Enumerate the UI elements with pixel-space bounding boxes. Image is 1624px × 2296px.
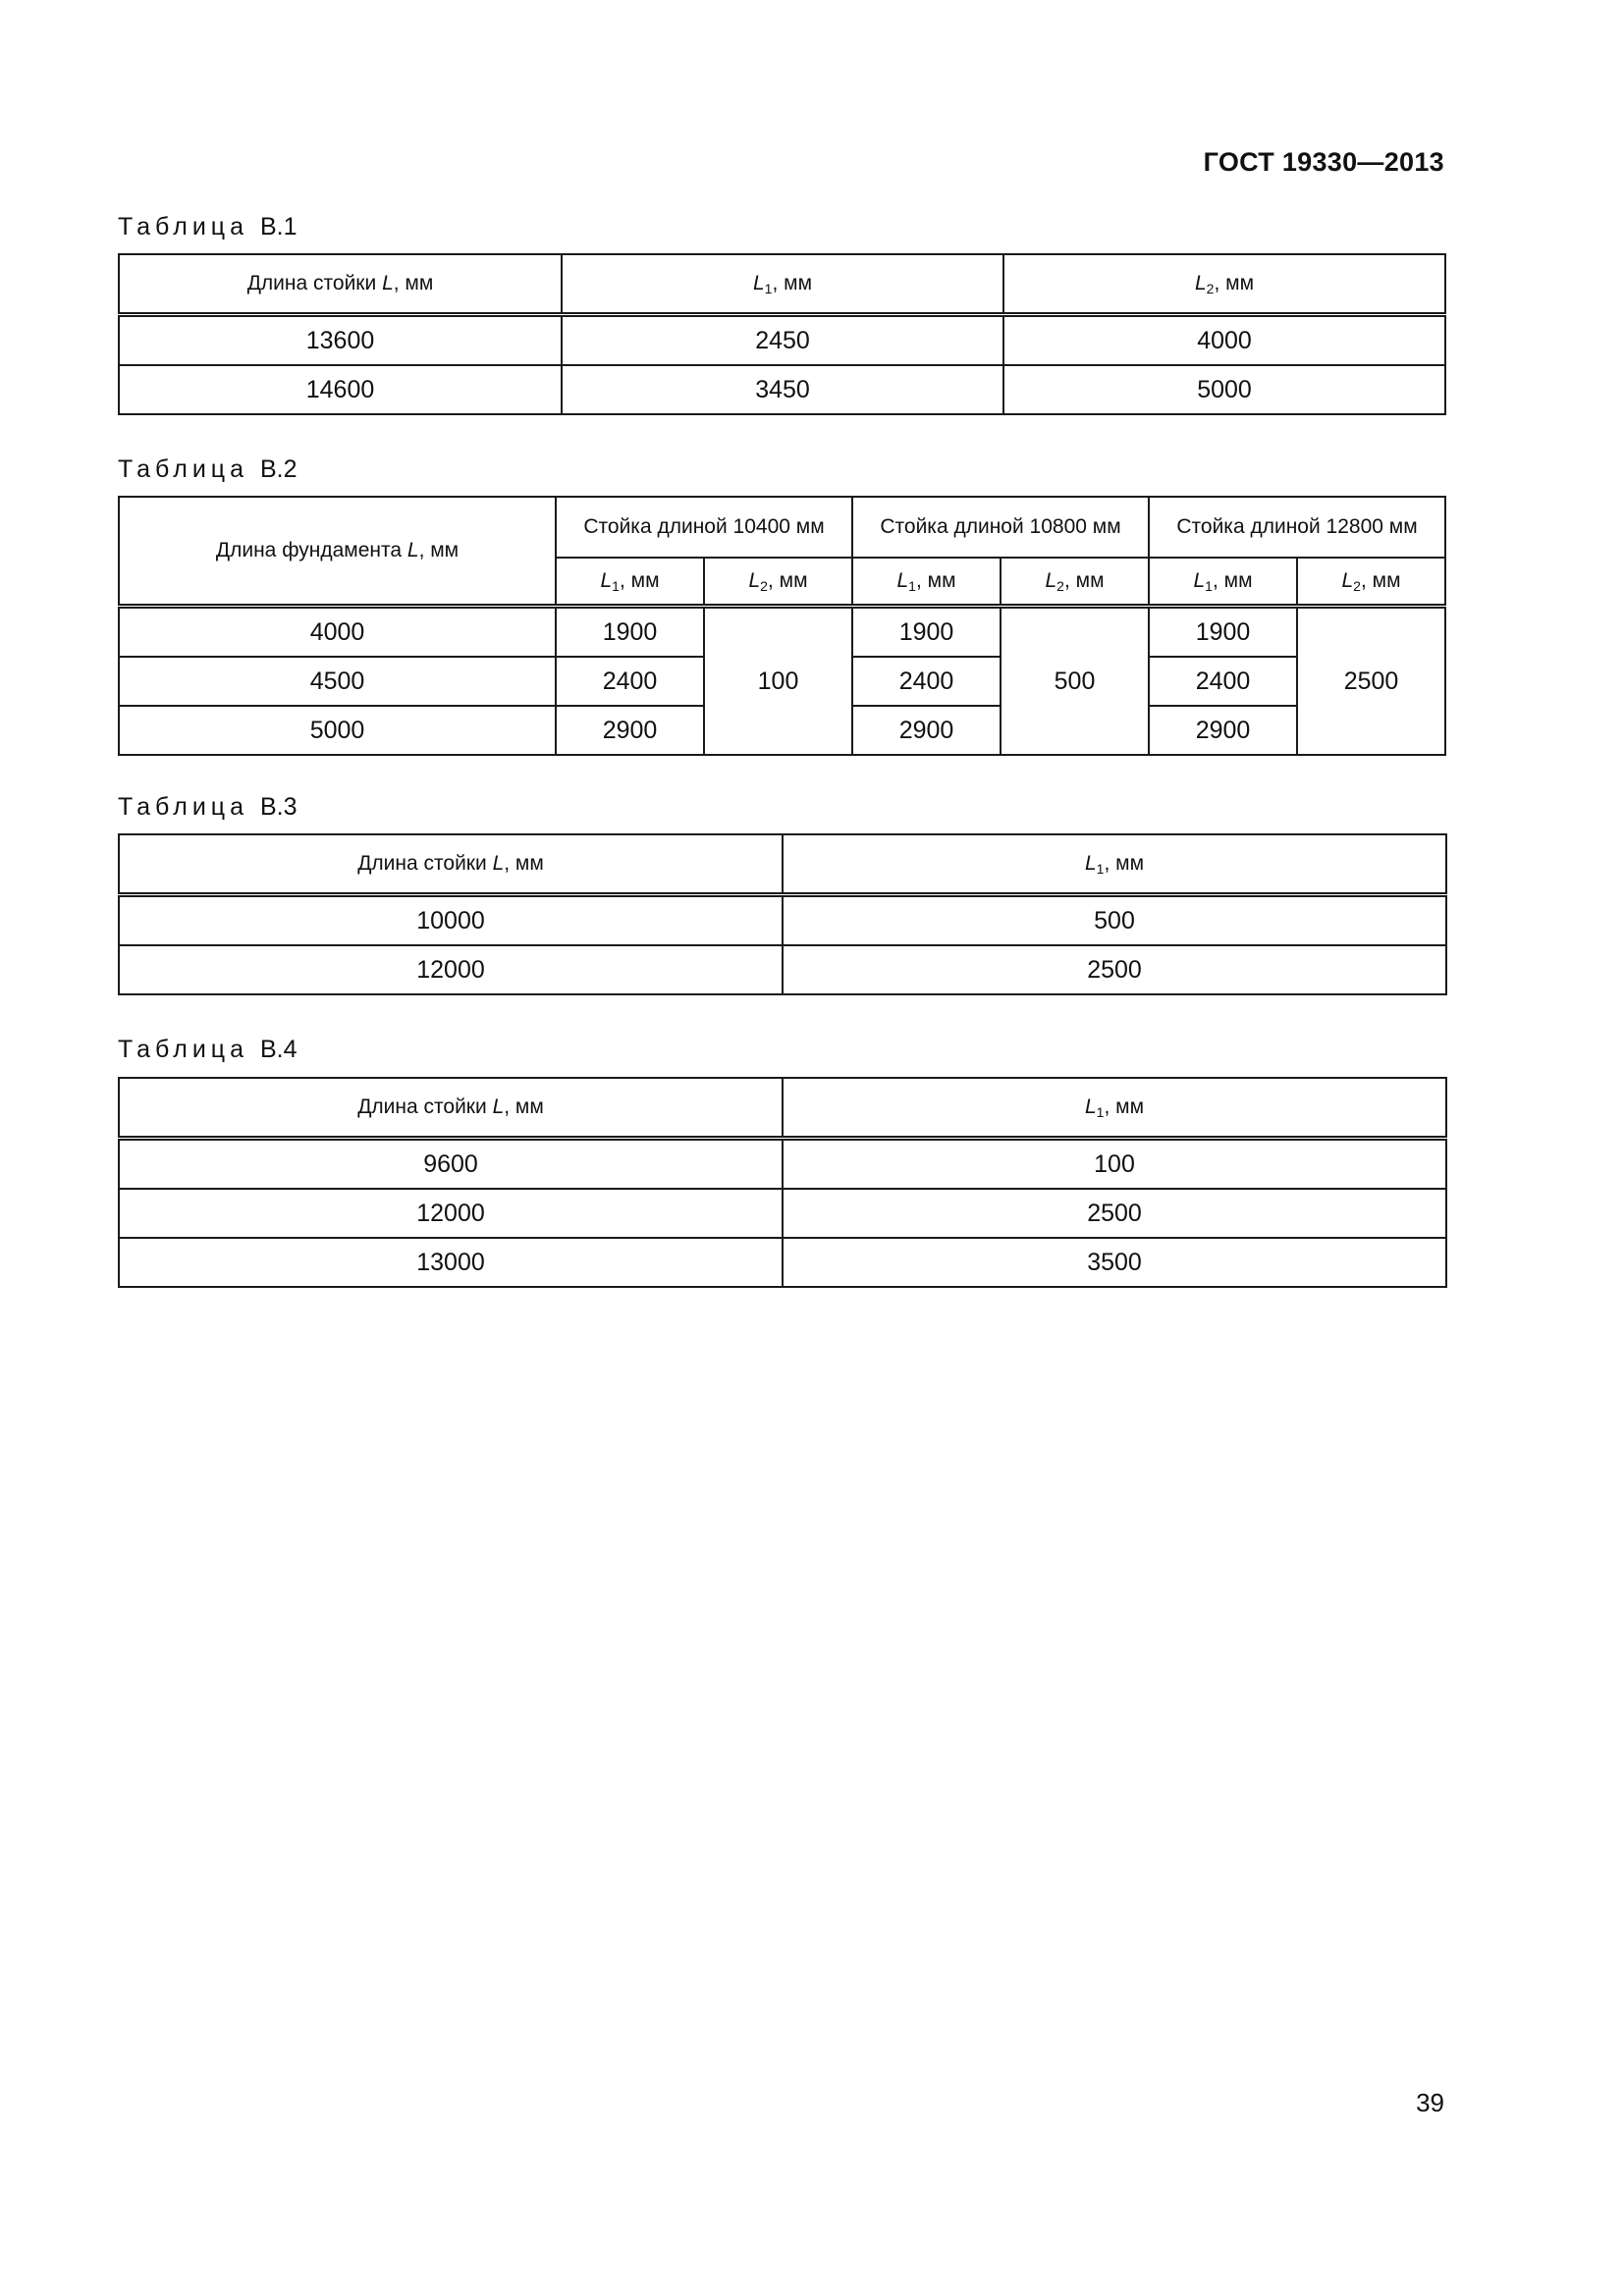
table-row — [119, 1238, 1446, 1287]
cell-l2-merged: 100 — [704, 607, 852, 756]
header-length: Длина стойки L, мм — [119, 1078, 783, 1139]
document-id: ГОСТ 19330—2013 — [1203, 147, 1444, 177]
cell: 500 — [783, 895, 1446, 946]
cell: 12000 — [119, 945, 783, 994]
cell: 9600 — [119, 1139, 783, 1190]
cell: 5000 — [119, 706, 556, 755]
cell: 13000 — [119, 1238, 783, 1287]
cell: 13600 — [119, 315, 562, 366]
header-foundation-length: Длина фундамента L, мм — [119, 497, 556, 607]
header-l1: $L_1$, мм — [1149, 558, 1297, 607]
cell: 2500 — [783, 945, 1446, 994]
header-l2: $L_2$, мм — [704, 558, 852, 607]
cell: 2400 — [852, 657, 1001, 706]
cell: 2900 — [556, 706, 704, 755]
table-b4 — [118, 1077, 1447, 1288]
header-l1: $L_1$, мм — [562, 254, 1003, 315]
cell: 10000 — [119, 895, 783, 946]
caption-word: Таблица — [118, 793, 249, 821]
header-length: Длина стойки L, мм — [119, 834, 783, 895]
caption-word: Таблица — [118, 455, 249, 483]
cell: 2500 — [783, 1189, 1446, 1238]
header-group-10400: Стойка длиной 10400 мм — [556, 497, 852, 558]
cell: 3450 — [562, 365, 1003, 414]
cell: 5000 — [1003, 365, 1445, 414]
cell: 1900 — [1149, 607, 1297, 658]
caption-word: Таблица — [118, 213, 249, 240]
table-caption — [118, 793, 298, 822]
cell-l2-merged: 2500 — [1297, 607, 1445, 756]
header-l2: $L_2$, мм — [1297, 558, 1445, 607]
table-row — [119, 315, 1445, 366]
table-b1 — [118, 253, 1446, 415]
header-l1: $L_1$, мм — [783, 1078, 1446, 1139]
table-row — [119, 607, 1445, 658]
header-l2: $L_2$, мм — [1003, 254, 1445, 315]
caption-number: В.1 — [259, 213, 298, 240]
caption-number: В.4 — [259, 1036, 298, 1063]
page-number: 39 — [1416, 2088, 1444, 2117]
caption-number: В.2 — [259, 455, 298, 483]
cell: 3500 — [783, 1238, 1446, 1287]
table-header-row — [119, 497, 1445, 558]
cell: 14600 — [119, 365, 562, 414]
table-row — [119, 1189, 1446, 1238]
cell: 2900 — [852, 706, 1001, 755]
header-l1: $L_1$, мм — [852, 558, 1001, 607]
header-group-12800: Стойка длиной 12800 мм — [1149, 497, 1445, 558]
cell: 12000 — [119, 1189, 783, 1238]
table-b3 — [118, 833, 1447, 995]
table-caption — [118, 213, 298, 241]
table-header-row — [119, 254, 1445, 315]
table-row — [119, 365, 1445, 414]
table-row — [119, 945, 1446, 994]
cell: 1900 — [556, 607, 704, 658]
caption-word: Таблица — [118, 1036, 249, 1063]
cell-l2-merged: 500 — [1001, 607, 1149, 756]
cell: 4000 — [1003, 315, 1445, 366]
cell: 2900 — [1149, 706, 1297, 755]
header-l1: $L_1$, мм — [783, 834, 1446, 895]
cell: 2450 — [562, 315, 1003, 366]
table-b2 — [118, 496, 1446, 756]
caption-number: В.3 — [259, 793, 298, 821]
table-caption — [118, 1036, 298, 1064]
header-length: Длина стойки L, мм — [119, 254, 562, 315]
cell: 4500 — [119, 657, 556, 706]
table-header-row — [119, 834, 1446, 895]
table-row — [119, 1139, 1446, 1190]
cell: 4000 — [119, 607, 556, 658]
table-caption — [118, 455, 298, 484]
cell: 2400 — [556, 657, 704, 706]
table-header-row — [119, 1078, 1446, 1139]
header-l2: $L_2$, мм — [1001, 558, 1149, 607]
cell: 2400 — [1149, 657, 1297, 706]
header-l1: $L_1$, мм — [556, 558, 704, 607]
cell: 100 — [783, 1139, 1446, 1190]
cell: 1900 — [852, 607, 1001, 658]
table-row — [119, 895, 1446, 946]
header-group-10800: Стойка длиной 10800 мм — [852, 497, 1149, 558]
